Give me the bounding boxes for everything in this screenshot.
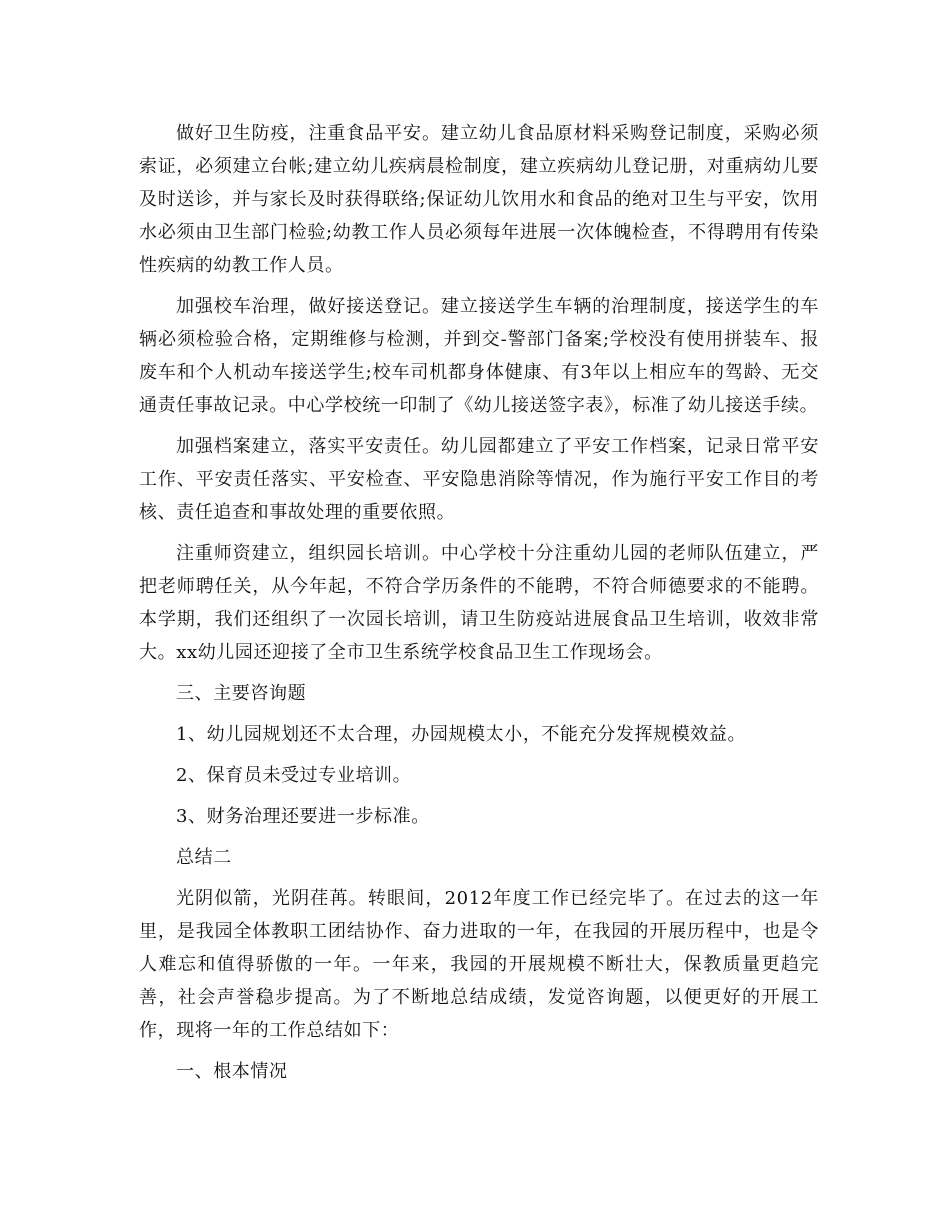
paragraph-hygiene-food-safety: 做好卫生防疫，注重食品平安。建立幼儿食品原材料采购登记制度，采购必须索证，必须建立台帐;建立幼儿疾病晨检制度，建立疾病幼儿登记册，对重病幼儿要及时送诊，并与家长及时获得联络;保证幼儿饮用水和食品的绝对卫生与平安，饮用水必须由卫生部门检验;幼教工作人员必须每年进展一次体魄检查，不得聘用有传染性疾病的幼教工作人员。 — [139, 123, 819, 276]
paragraph-safety-archives: 加强档案建立，落实平安责任。幼儿园都建立了平安工作档案，记录日常平安工作、平安责任落实、平安检查、平安隐患消除等情况，作为施行平安工作目的考核、责任追查和事故处理的重要依照。 — [139, 436, 819, 523]
list-item-issue-2: 2、保育员未受过专业培训。 — [176, 765, 412, 786]
paragraph-summary-intro: 光阴似箭，光阴荏苒。转眼间，2012年度工作已经完毕了。在过去的这一年里，是我园全体教职工团结协作、奋力进取的一年，在我园的开展历程中，也是令人难忘和值得骄傲的一年。一年来，我园的开展规模不断壮大，保教质量更趋完善，社会声誉稳步提高。为了不断地总结成绩，发觉咨询题，以便更好的开展工作，现将一年的工作总结如下： — [139, 888, 819, 1041]
paragraph-teacher-training: 注重师资建立，组织园长培训。中心学校十分注重幼儿园的老师队伍建立，严把老师聘任关，从今年起，不符合学历条件的不能聘，不符合师德要求的不能聘。本学期，我们还组织了一次园长培训，请卫生防疫站进展食品卫生培训，收效非常大。xx幼儿园还迎接了全市卫生系统学校食品卫生工作现场会。 — [139, 543, 819, 663]
paragraph-school-bus-management: 加强校车治理，做好接送登记。建立接送学生车辆的治理制度，接送学生的车辆必须检验合格，定期维修与检测，并到交-警部门备案;学校没有使用拼装车、报废车和个人机动车接送学生;校车司机都身体健康、有3年以上相应车的驾龄、无交通责任事故记录。中心学校统一印制了《幼儿接送签字表》，标准了幼儿接送手续。 — [139, 296, 819, 416]
list-item-issue-3: 3、财务治理还要进一步标准。 — [176, 806, 430, 827]
section-heading-basic-situation: 一、根本情况 — [176, 1061, 288, 1082]
section-heading-main-issues: 三、主要咨询题 — [176, 683, 307, 704]
list-item-issue-1: 1、幼儿园规划还不太合理，办园规模太小，不能充分发挥规模效益。 — [176, 724, 747, 745]
section-heading-summary-two: 总结二 — [176, 847, 232, 868]
document-body — [139, 117, 819, 1088]
